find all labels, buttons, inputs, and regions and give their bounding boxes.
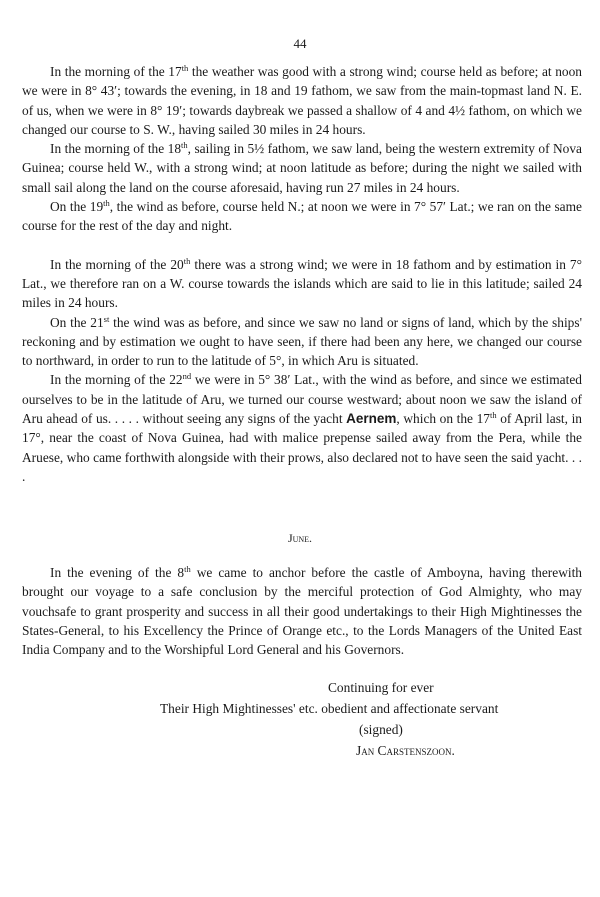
paragraph-18th: In the morning of the 18th, sailing in 5½ fathom, we saw land, being the western extremity of Nova Guinea; course held W., with a strong wind; at noon latitude as before; during the night we sailed with small sail along the land on the course aforesaid, having run 27 miles in 24 hours. [22,140,582,195]
paragraph-20th: In the morning of the 20th there was a strong wind; we were in 18 fathom and by estimation in 7° Lat., we therefore ran on a W. course towards the islands which are said to lie in this latitude; sailed 24 miles in 24 hours. [22,255,582,311]
signatory-name: Jan Carstenszoon. [356,743,455,758]
ship-name-aernem: Aernem [346,411,397,427]
closing-line-2: Their High Mightinesses' etc. obedient and affectionate servant [160,701,499,716]
month-heading: June. [287,531,313,545]
paragraph-17th: In the morning of the 17th the weather was good with a strong wind; course held as before; at noon we were in 8° 43′; towards the evening, in 18 and 19 fathom, we saw from the main-topmast land N. E. of us, when we were in 8° 19′; towards daybreak we passed a shallow of 4 and 4½ fathom, on which we changed our course to S. W., having sailed 30 miles in 24 hours. [22,63,582,137]
paragraph-8th: In the evening of the 8th we came to anchor before the castle of Amboyna, having therewith brought our voyage to a safe conclusion by the merciful protection of God Almighty, who may vouchsafe to grant prosperity and success in all their good undertakings to their High Mightinesses the States-General, to his Excellency the Prince of Orange etc., to the Lords Managers of the United East India Company and to the Worshipful Lord General and his Governors. [22,564,582,658]
closing-line-1: Continuing for ever [328,680,434,695]
paragraph-22nd: In the morning of the 22nd we were in 5° 38′ Lat., with the wind as before, and since we estimated ourselves to be in the latitude of Aru, we turned our course westward; about noon we saw the island of Aru ahead of us. . . . . without seeing any signs of the yacht Aernem, which on the 17th of April last, in 17°, near the coast of Nova Guinea, had with malice prepense sailed away from the Pera, while the Aruese, who came forthwith alongside with their prows, also declared not to have seen the said yacht. . . . [22,371,582,484]
page-number: 44 [293,36,307,51]
paragraph-19th: On the 19th, the wind as before, course held N.; at noon we were in 7° 57′ Lat.; we ran on the same course for the rest of the day and night. [22,198,582,234]
journal-block-2 [22,563,582,659]
paragraph-21st: On the 21st the wind was as before, and since we saw no land or signs of land, which by the ships' reckoning and by estimation we ought to have seen, if there had been any here, we changed our course to northward, in order to run to the latitude of 5°, in which Aru is situated. [22,313,582,369]
journal-block-1 [22,62,582,486]
signed-note: (signed) [359,722,403,737]
